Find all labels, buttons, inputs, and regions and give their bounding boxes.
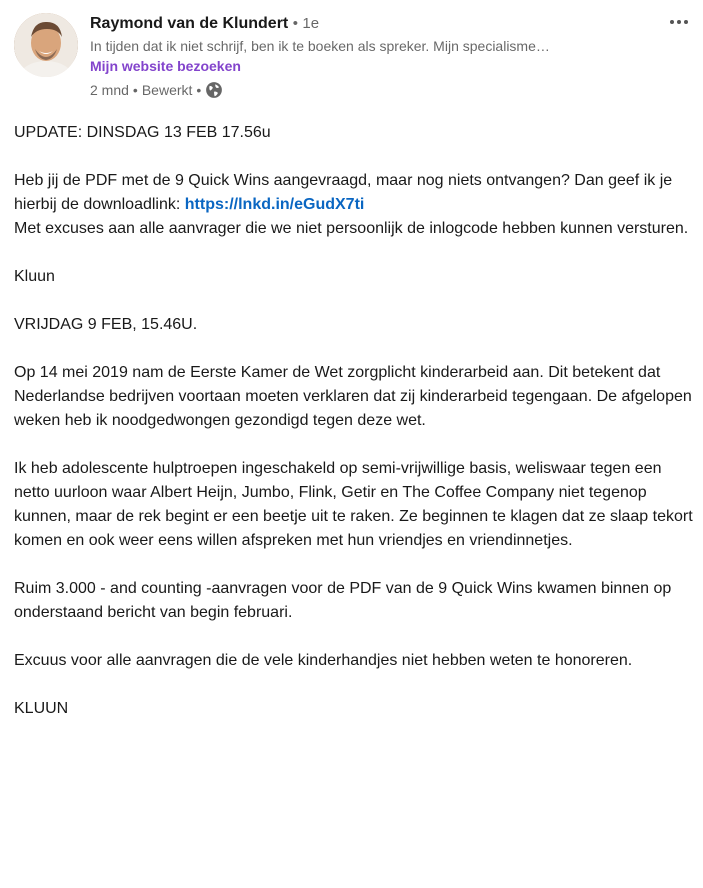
separator-dot: • — [292, 15, 298, 32]
author-name[interactable]: Raymond van de Klundert — [90, 15, 289, 32]
more-options-button[interactable] — [665, 12, 693, 32]
avatar-photo — [14, 13, 78, 77]
more-horizontal-icon — [669, 19, 689, 25]
friday-heading: VRIJDAG 9 FEB, 15.46U. — [14, 316, 198, 333]
connection-degree: 1e — [302, 15, 320, 32]
author-headline: In tijden dat ik niet schrijf, ben ik te boeken als spreker. Mijn specialisme… — [90, 38, 550, 54]
signature-kluun-caps: KLUUN — [14, 700, 69, 717]
signature-kluun: Kluun — [14, 268, 55, 285]
update-heading: UPDATE: DINSDAG 13 FEB 17.56u — [14, 124, 271, 141]
meta-separator: • — [196, 82, 202, 98]
paragraph-law: Op 14 mei 2019 nam de Eerste Kamer de Wet zorgplicht kinderarbeid aan. Dit betekent dat Nederlandse bedrijven voortaan moeten verklaren dat zij kinderarbeid tegengaan. De afgelopen weken heb ik noodgedwongen gezondigd tegen deze wet. — [14, 364, 692, 429]
avatar[interactable] — [14, 13, 78, 77]
post-header — [90, 13, 643, 100]
paragraph-download — [14, 169, 694, 241]
paragraph-requests: Ruim 3.000 - and counting -aanvragen voor de PDF van de 9 Quick Wins kwamen binnen op onderstaand bericht van begin februari. — [14, 580, 672, 621]
post-meta — [90, 80, 643, 100]
paragraph-excuse: Excuus voor alle aanvragen die de vele kinderhandjes niet hebben weten te honoreren. — [14, 652, 633, 669]
download-link[interactable]: https://lnkd.in/eGudX7ti — [184, 196, 365, 213]
paragraph-download-text: Heb jij de PDF met de 9 Quick Wins aangevraagd, maar nog niets ontvangen? Dan geef ik je hierbij de downloadlink: — [14, 172, 673, 213]
post-time: 2 mnd — [90, 82, 129, 98]
edited-label: Bewerkt — [141, 82, 193, 98]
paragraph-helpers: Ik heb adolescente hulptroepen ingeschakeld op semi-vrijwillige basis, weliswaar tegen een netto uurloon waar Albert Heijn, Jumbo, Flink, Getir en The Coffee Company niet tegenop kunnen, maar de rek begint er een beetje uit te raken. Ze beginnen te klagen dat ze slaap tekort komen en ook weer eens willen afspreken met hun vriendjes en vriendinnetjes. — [14, 460, 693, 549]
paragraph-apology: Met excuses aan alle aanvrager die we niet persoonlijk de inlogcode hebben kunnen versturen. — [14, 220, 689, 237]
post-body — [14, 121, 694, 721]
website-link[interactable]: Mijn website bezoeken — [90, 58, 241, 74]
author-line — [90, 13, 643, 35]
globe-icon — [205, 81, 223, 99]
meta-separator: • — [132, 82, 138, 98]
